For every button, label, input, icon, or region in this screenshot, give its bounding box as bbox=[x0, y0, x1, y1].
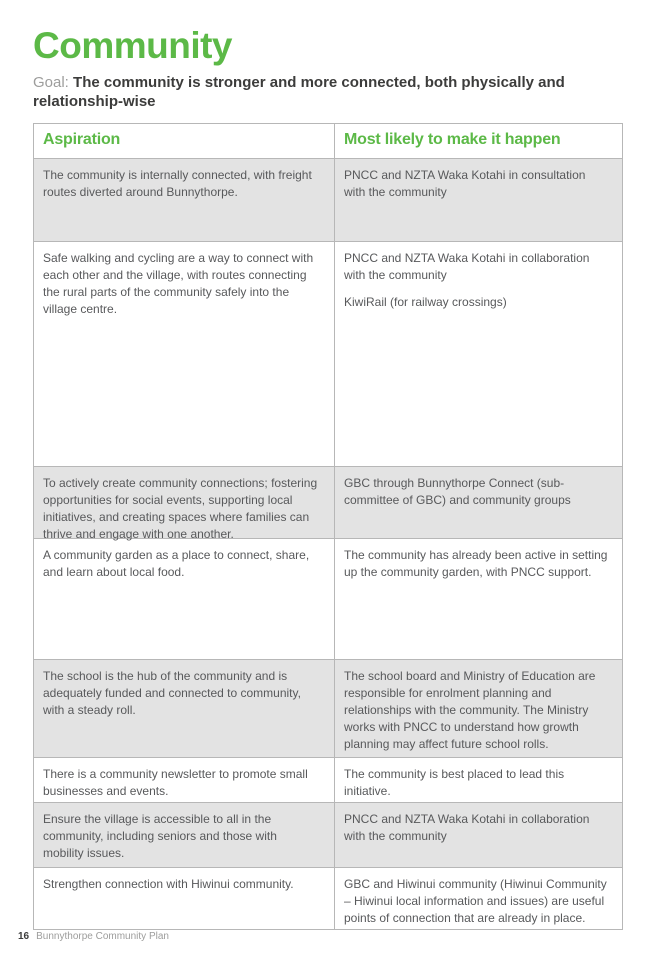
action-text: KiwiRail (for railway crossings) bbox=[344, 294, 507, 309]
page-number: 16 bbox=[18, 931, 30, 942]
action-text: The community is best placed to lead this initiative. bbox=[344, 766, 565, 798]
aspiration-cell bbox=[34, 467, 334, 541]
aspiration-text: The community is internally connected, with freight routes diverted around Bunnythorpe. bbox=[43, 167, 312, 199]
goal-line bbox=[33, 73, 623, 112]
action-cell bbox=[334, 539, 622, 659]
aspiration-cell bbox=[34, 660, 334, 757]
table-row bbox=[34, 241, 622, 466]
table-row bbox=[34, 466, 622, 541]
aspiration-cell bbox=[34, 159, 334, 241]
action-text: The community has already been active in setting up the community garden, with PNCC support. bbox=[344, 547, 608, 579]
aspiration-text: Safe walking and cycling are a way to connect with each other and the village, with routes connecting the rural parts of the community safely into the village centre. bbox=[43, 250, 314, 316]
column-header-aspiration: Aspiration bbox=[43, 131, 121, 149]
action-text: PNCC and NZTA Waka Kotahi in collaboration with the community bbox=[344, 250, 590, 282]
goal-label: Goal: bbox=[33, 73, 69, 91]
aspiration-text: Ensure the village is accessible to all in the community, including seniors and those with mobility issues. bbox=[43, 811, 277, 860]
table-row bbox=[34, 158, 622, 241]
table-row bbox=[34, 802, 622, 867]
aspiration-text: There is a community newsletter to promote small businesses and events. bbox=[43, 766, 308, 798]
aspiration-cell bbox=[34, 803, 334, 867]
action-cell bbox=[334, 758, 622, 802]
action-cell bbox=[334, 803, 622, 867]
document-title: Bunnythorpe Community Plan bbox=[36, 931, 169, 942]
action-text: PNCC and NZTA Waka Kotahi in collaboration with the community bbox=[344, 811, 590, 843]
aspiration-text: A community garden as a place to connect, share, and learn about local food. bbox=[43, 547, 310, 579]
aspiration-text: The school is the hub of the community and is adequately funded and connected to community, with a steady roll. bbox=[43, 668, 301, 717]
aspiration-text: To actively create community connections; fostering opportunities for social events, supporting local initiatives, and creating spaces where families can thrive and engage with one another. bbox=[43, 475, 318, 541]
goal-text: The community is stronger and more connected, both physically and relationship-wise bbox=[33, 73, 565, 111]
action-text: The school board and Ministry of Education are responsible for enrolment planning and relationships with the community. The Ministry works with PNCC to understand how growth planning may affect future school rolls. bbox=[344, 668, 596, 751]
aspiration-table bbox=[33, 123, 623, 930]
action-text: GBC through Bunnythorpe Connect (sub-committee of GBC) and community groups bbox=[344, 475, 571, 507]
aspiration-cell bbox=[34, 539, 334, 659]
aspiration-text: Strengthen connection with Hiwinui community. bbox=[43, 876, 294, 891]
page-content bbox=[0, 27, 645, 930]
action-cell bbox=[334, 868, 622, 929]
table-header-row bbox=[34, 124, 622, 158]
aspiration-cell bbox=[34, 242, 334, 466]
aspiration-cell bbox=[34, 758, 334, 802]
table-row bbox=[34, 659, 622, 757]
page-title: Community bbox=[33, 25, 232, 66]
action-cell bbox=[334, 159, 622, 241]
table-row bbox=[34, 757, 622, 802]
action-text: PNCC and NZTA Waka Kotahi in consultation with the community bbox=[344, 167, 586, 199]
page-footer bbox=[18, 931, 169, 942]
table-row bbox=[34, 867, 622, 929]
action-cell bbox=[334, 660, 622, 757]
column-header-most-likely: Most likely to make it happen bbox=[334, 124, 622, 158]
action-cell bbox=[334, 467, 622, 538]
table-row bbox=[34, 538, 622, 659]
aspiration-cell bbox=[34, 868, 334, 929]
action-text: GBC and Hiwinui community (Hiwinui Community – Hiwinui local information and issues) are useful points of connection that are already in place. bbox=[344, 876, 607, 925]
action-cell bbox=[334, 242, 622, 466]
